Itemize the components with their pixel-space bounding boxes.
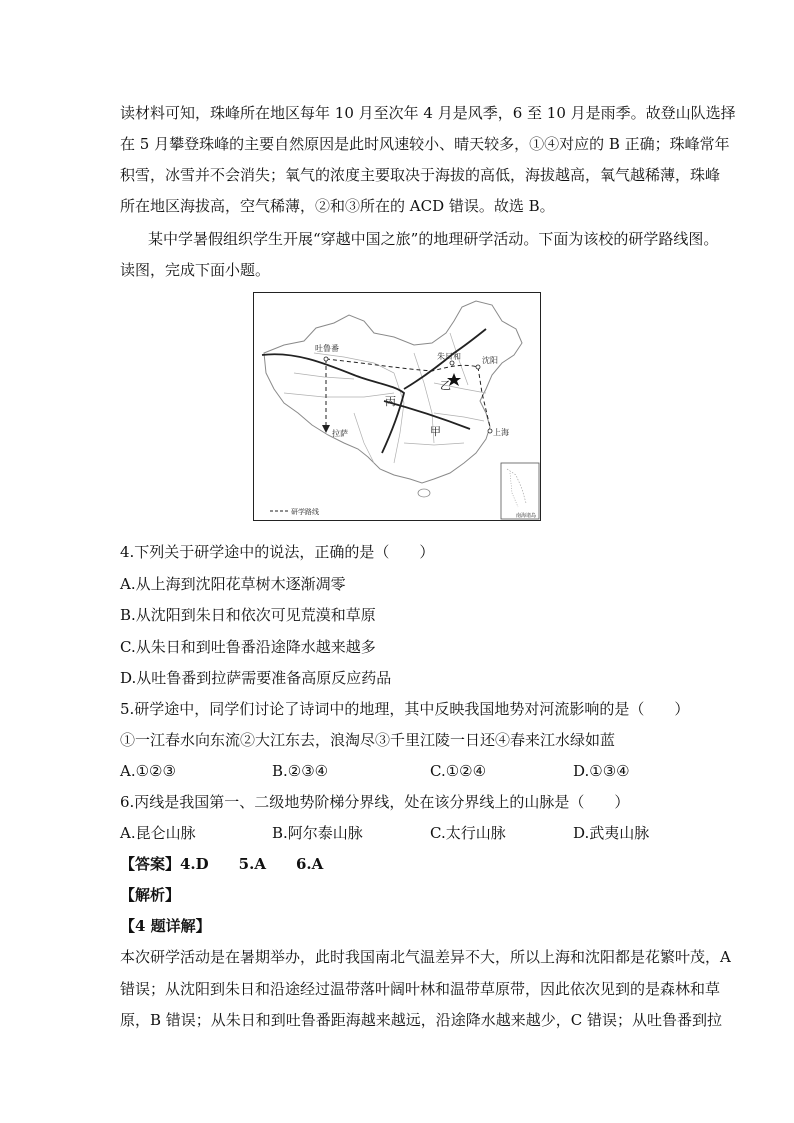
q4-option-a: A.从上海到沈阳花草树木逐渐凋零 bbox=[120, 575, 346, 593]
q5-option-c: C.①②④ bbox=[430, 762, 487, 780]
study-route-map bbox=[253, 292, 541, 521]
detail-line-1: 本次研学活动是在暑期举办，此时我国南北气温差异不大，所以上海和沈阳都是花繁叶茂，A bbox=[120, 948, 731, 966]
q6-option-d: D.武夷山脉 bbox=[573, 824, 650, 842]
explanation-line-3: 积雪，冰雪并不会消失；氧气的浓度主要取决于海拔的高低，海拔越高，氧气越稀薄，珠峰 bbox=[120, 166, 721, 184]
study-route-east bbox=[478, 367, 490, 427]
label-shenyang: 沈阳 bbox=[482, 356, 498, 365]
answer-line: 【答案】4.D 5.A 6.A bbox=[120, 855, 324, 873]
label-jia: 甲 bbox=[430, 425, 441, 438]
q6-option-a: A.昆仑山脉 bbox=[120, 824, 196, 842]
hainan-island bbox=[418, 489, 430, 497]
tulufan-point bbox=[324, 357, 328, 361]
intro-line-1: 某中学暑假组织学生开展“穿越中国之旅”的地理研学活动。下面为该校的研学路线图。 bbox=[148, 230, 719, 248]
legend-label: 研学路线 bbox=[291, 508, 319, 516]
label-shanghai: 上海 bbox=[493, 428, 509, 437]
map-drawing bbox=[254, 293, 542, 522]
inset-label: 南海诸岛 bbox=[516, 513, 537, 519]
analysis-heading: 【解析】 bbox=[120, 886, 181, 904]
china-outline bbox=[264, 301, 522, 483]
q4-option-d: D.从吐鲁番到拉萨需要准备高原反应药品 bbox=[120, 669, 392, 687]
q6-stem: 6.丙线是我国第一、二级地势阶梯分界线，处在该分界线上的山脉是（ ） bbox=[120, 793, 630, 811]
label-zhurihe: 朱日和 bbox=[437, 352, 461, 361]
q5-stem: 5.研学途中，同学们讨论了诗词中的地理，其中反映我国地势对河流影响的是（ ） bbox=[120, 700, 690, 718]
label-bing: 丙 bbox=[385, 395, 396, 408]
detail-heading: 【4 题详解】 bbox=[120, 917, 211, 935]
q6-option-b: B.阿尔泰山脉 bbox=[272, 824, 363, 842]
q5-option-a: A.①②③ bbox=[120, 762, 176, 780]
south-sea-inset bbox=[501, 463, 539, 519]
q4-stem: 4.下列关于研学途中的说法，正确的是（ ） bbox=[120, 543, 435, 561]
bing-line bbox=[262, 354, 404, 453]
explanation-line-1: 读材料可知，珠峰所在地区每年 10 月至次年 4 月是风季，6 至 10 月是雨季。故登山队选择 bbox=[120, 104, 736, 122]
q6-option-c: C.太行山脉 bbox=[430, 824, 506, 842]
q4-option-c: C.从朱日和到吐鲁番沿途降水越来越多 bbox=[120, 638, 376, 656]
shanghai-point bbox=[488, 429, 492, 433]
q4-option-b: B.从沈阳到朱日和依次可见荒漠和草原 bbox=[120, 606, 376, 624]
detail-line-3: 原，B 错误；从朱日和到吐鲁番距海越来越远，沿途降水越来越少，C 错误；从吐鲁番到拉 bbox=[120, 1011, 723, 1029]
q5-option-b: B.②③④ bbox=[272, 762, 329, 780]
q5-option-d: D.①③④ bbox=[573, 762, 630, 780]
explanation-line-4: 所在地区海拔高，空气稀薄，②和③所在的 ACD 错误。故选 B。 bbox=[120, 197, 555, 215]
explanation-line-2: 在 5 月攀登珠峰的主要自然原因是此时风速较小、晴天较多，①④对应的 B 正确；珠峰常年 bbox=[120, 135, 730, 153]
detail-line-2: 错误；从沈阳到朱日和沿途经过温带落叶阔叶林和温带草原带，因此依次见到的是森林和草 bbox=[120, 980, 721, 998]
label-yi: 乙 bbox=[440, 379, 451, 392]
label-tulufan: 吐鲁番 bbox=[315, 344, 339, 353]
intro-line-2: 读图，完成下面小题。 bbox=[120, 261, 271, 279]
q5-sub: ①一江春水向东流②大江东去，浪淘尽③千里江陵一日还④春来江水绿如蓝 bbox=[120, 731, 616, 749]
label-lasa: 拉萨 bbox=[332, 429, 348, 438]
zhurihe-point bbox=[450, 361, 454, 365]
shenyang-point bbox=[476, 365, 480, 369]
